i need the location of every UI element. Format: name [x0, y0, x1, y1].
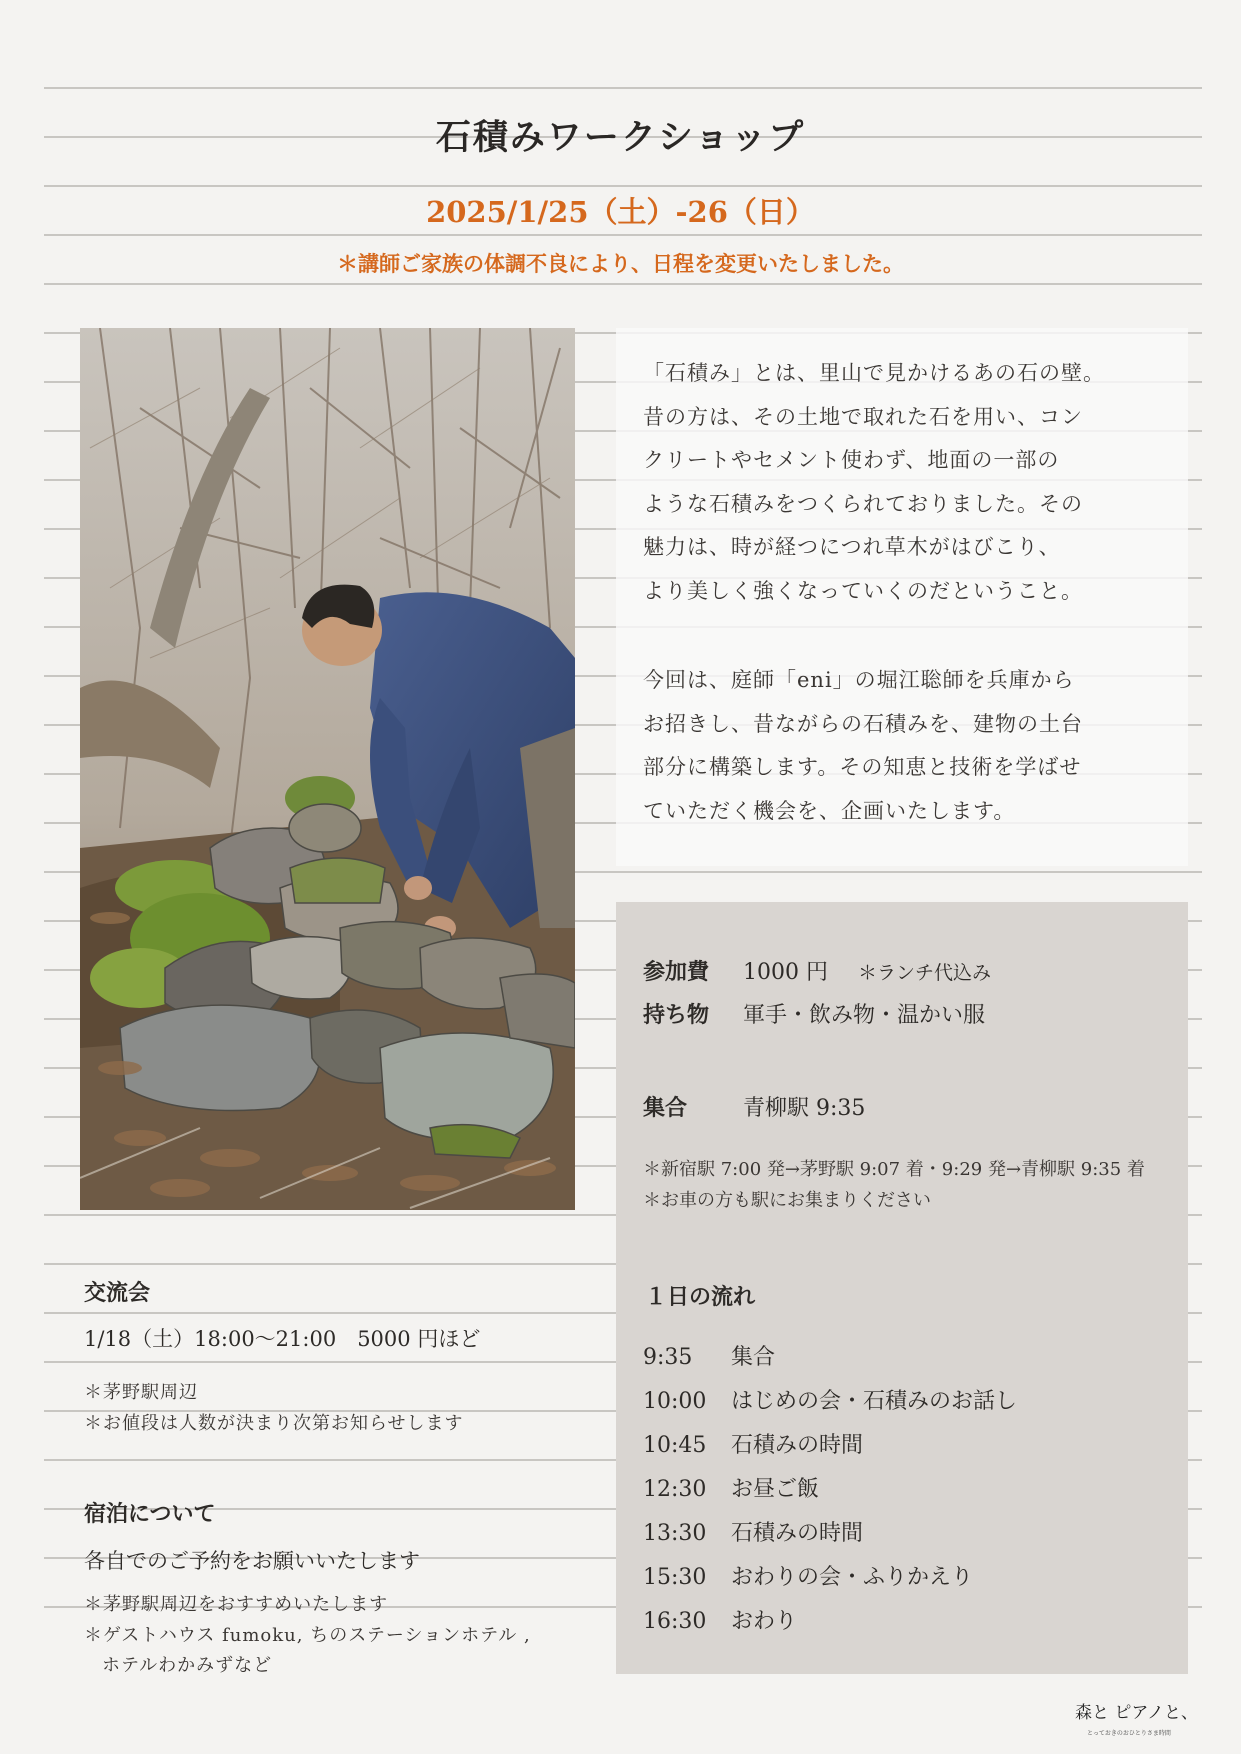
lodging-note-2: ＊ゲストハウス fumoku, ちのステーションホテル ,: [84, 1625, 531, 1646]
schedule-time: 16:30: [643, 1609, 707, 1634]
intro-line: お招きし、昔ながらの石積みを、建物の土台: [643, 711, 1083, 736]
schedule-time: 15:30: [643, 1565, 707, 1590]
schedule-label: お昼ご飯: [731, 1477, 820, 1502]
schedule-label: 石積みの時間: [731, 1521, 864, 1546]
schedule-title: １日の流れ: [645, 1284, 756, 1310]
intro-line: ような石積みをつくられておりました。その: [643, 491, 1083, 516]
intro-line: クリートやセメント使わず、地面の一部の: [643, 448, 1060, 472]
social-note-1: ＊茅野駅周辺: [84, 1382, 198, 1403]
page-title: 石積みワークショップ: [435, 117, 806, 158]
intro-line: 部分に構築します。その知恵と技術を学ばせ: [643, 755, 1082, 779]
brand-tagline: とっておきのおひとりさま時間: [1087, 1730, 1171, 1737]
lodging-note-1: ＊茅野駅周辺をおすすめいたします: [84, 1594, 389, 1615]
schedule-time: 10:45: [643, 1433, 707, 1458]
schedule-label: おわりの会・ふりかえり: [731, 1565, 974, 1590]
social-detail: 1/18（土）18:00〜21:00 5000 円ほど: [84, 1327, 481, 1351]
schedule-label: おわり: [731, 1609, 798, 1634]
schedule-time: 10:00: [643, 1389, 707, 1414]
schedule-row: [643, 1428, 863, 1459]
social-note-2: ＊お値段は人数が決まり次第お知らせします: [84, 1413, 464, 1434]
intro-paragraph-1: [643, 352, 1163, 613]
lodging-note-3: ホテルわかみずなど: [102, 1655, 273, 1676]
schedule-label: 集合: [731, 1345, 776, 1370]
meet-row: [643, 1091, 865, 1122]
intro-paragraph-2: [643, 659, 1163, 833]
schedule-row: [643, 1560, 973, 1591]
schedule-label: 石積みの時間: [731, 1433, 864, 1458]
fee-label: 参加費: [643, 959, 710, 985]
workshop-photo: [80, 328, 575, 1210]
car-note: ＊お車の方も駅にお集まりください: [643, 1190, 931, 1211]
brand-logo: 森と ピアノと、: [1075, 1703, 1199, 1723]
schedule-time: 13:30: [643, 1521, 707, 1546]
intro-line: 今回は、庭師「eni」の堀江聡師を兵庫から: [643, 668, 1075, 692]
schedule-time: 9:35: [643, 1345, 693, 1370]
event-date: 2025/1/25（土）-26（日）: [426, 195, 815, 229]
social-title: 交流会: [84, 1280, 151, 1306]
fee-row: [643, 955, 991, 986]
schedule-row: [643, 1516, 863, 1547]
schedule-row: [643, 1472, 819, 1503]
schedule-label: はじめの会・石積みのお話し: [731, 1389, 1018, 1414]
intro-line: 昔の方は、その土地で取れた石を用い、コン: [643, 404, 1083, 429]
bring-row: [643, 998, 985, 1029]
fee-value: 1000 円: [743, 960, 828, 985]
lodging-detail: 各自でのご予約をお願いいたします: [84, 1549, 420, 1573]
meet-value: 青柳駅 9:35: [743, 1096, 866, 1121]
intro-line: ていただく機会を、企画いたします。: [643, 798, 1016, 823]
lodging-title: 宿泊について: [84, 1501, 216, 1527]
intro-line: 魅力は、時が経つにつれ草木がはびこり、: [643, 535, 1061, 559]
meet-label: 集合: [643, 1095, 688, 1121]
schedule-row: [643, 1384, 1017, 1415]
intro-line: より美しく強くなっていくのだということ。: [643, 578, 1083, 603]
bring-label: 持ち物: [643, 1002, 710, 1028]
schedule-time: 12:30: [643, 1477, 707, 1502]
schedule-change-notice: ＊講師ご家族の体調不良により、日程を変更いたしました。: [337, 251, 904, 276]
intro-line: 「石積み」とは、里山で見かけるあの石の壁。: [643, 361, 1105, 385]
schedule-row: [643, 1340, 775, 1371]
fee-note: ＊ランチ代込み: [858, 962, 992, 984]
route-note: ＊新宿駅 7:00 発→茅野駅 9:07 着・9:29 発→青柳駅 9:35 着: [643, 1159, 1145, 1180]
bring-value: 軍手・飲み物・温かい服: [743, 1003, 986, 1028]
schedule-row: [643, 1604, 797, 1635]
